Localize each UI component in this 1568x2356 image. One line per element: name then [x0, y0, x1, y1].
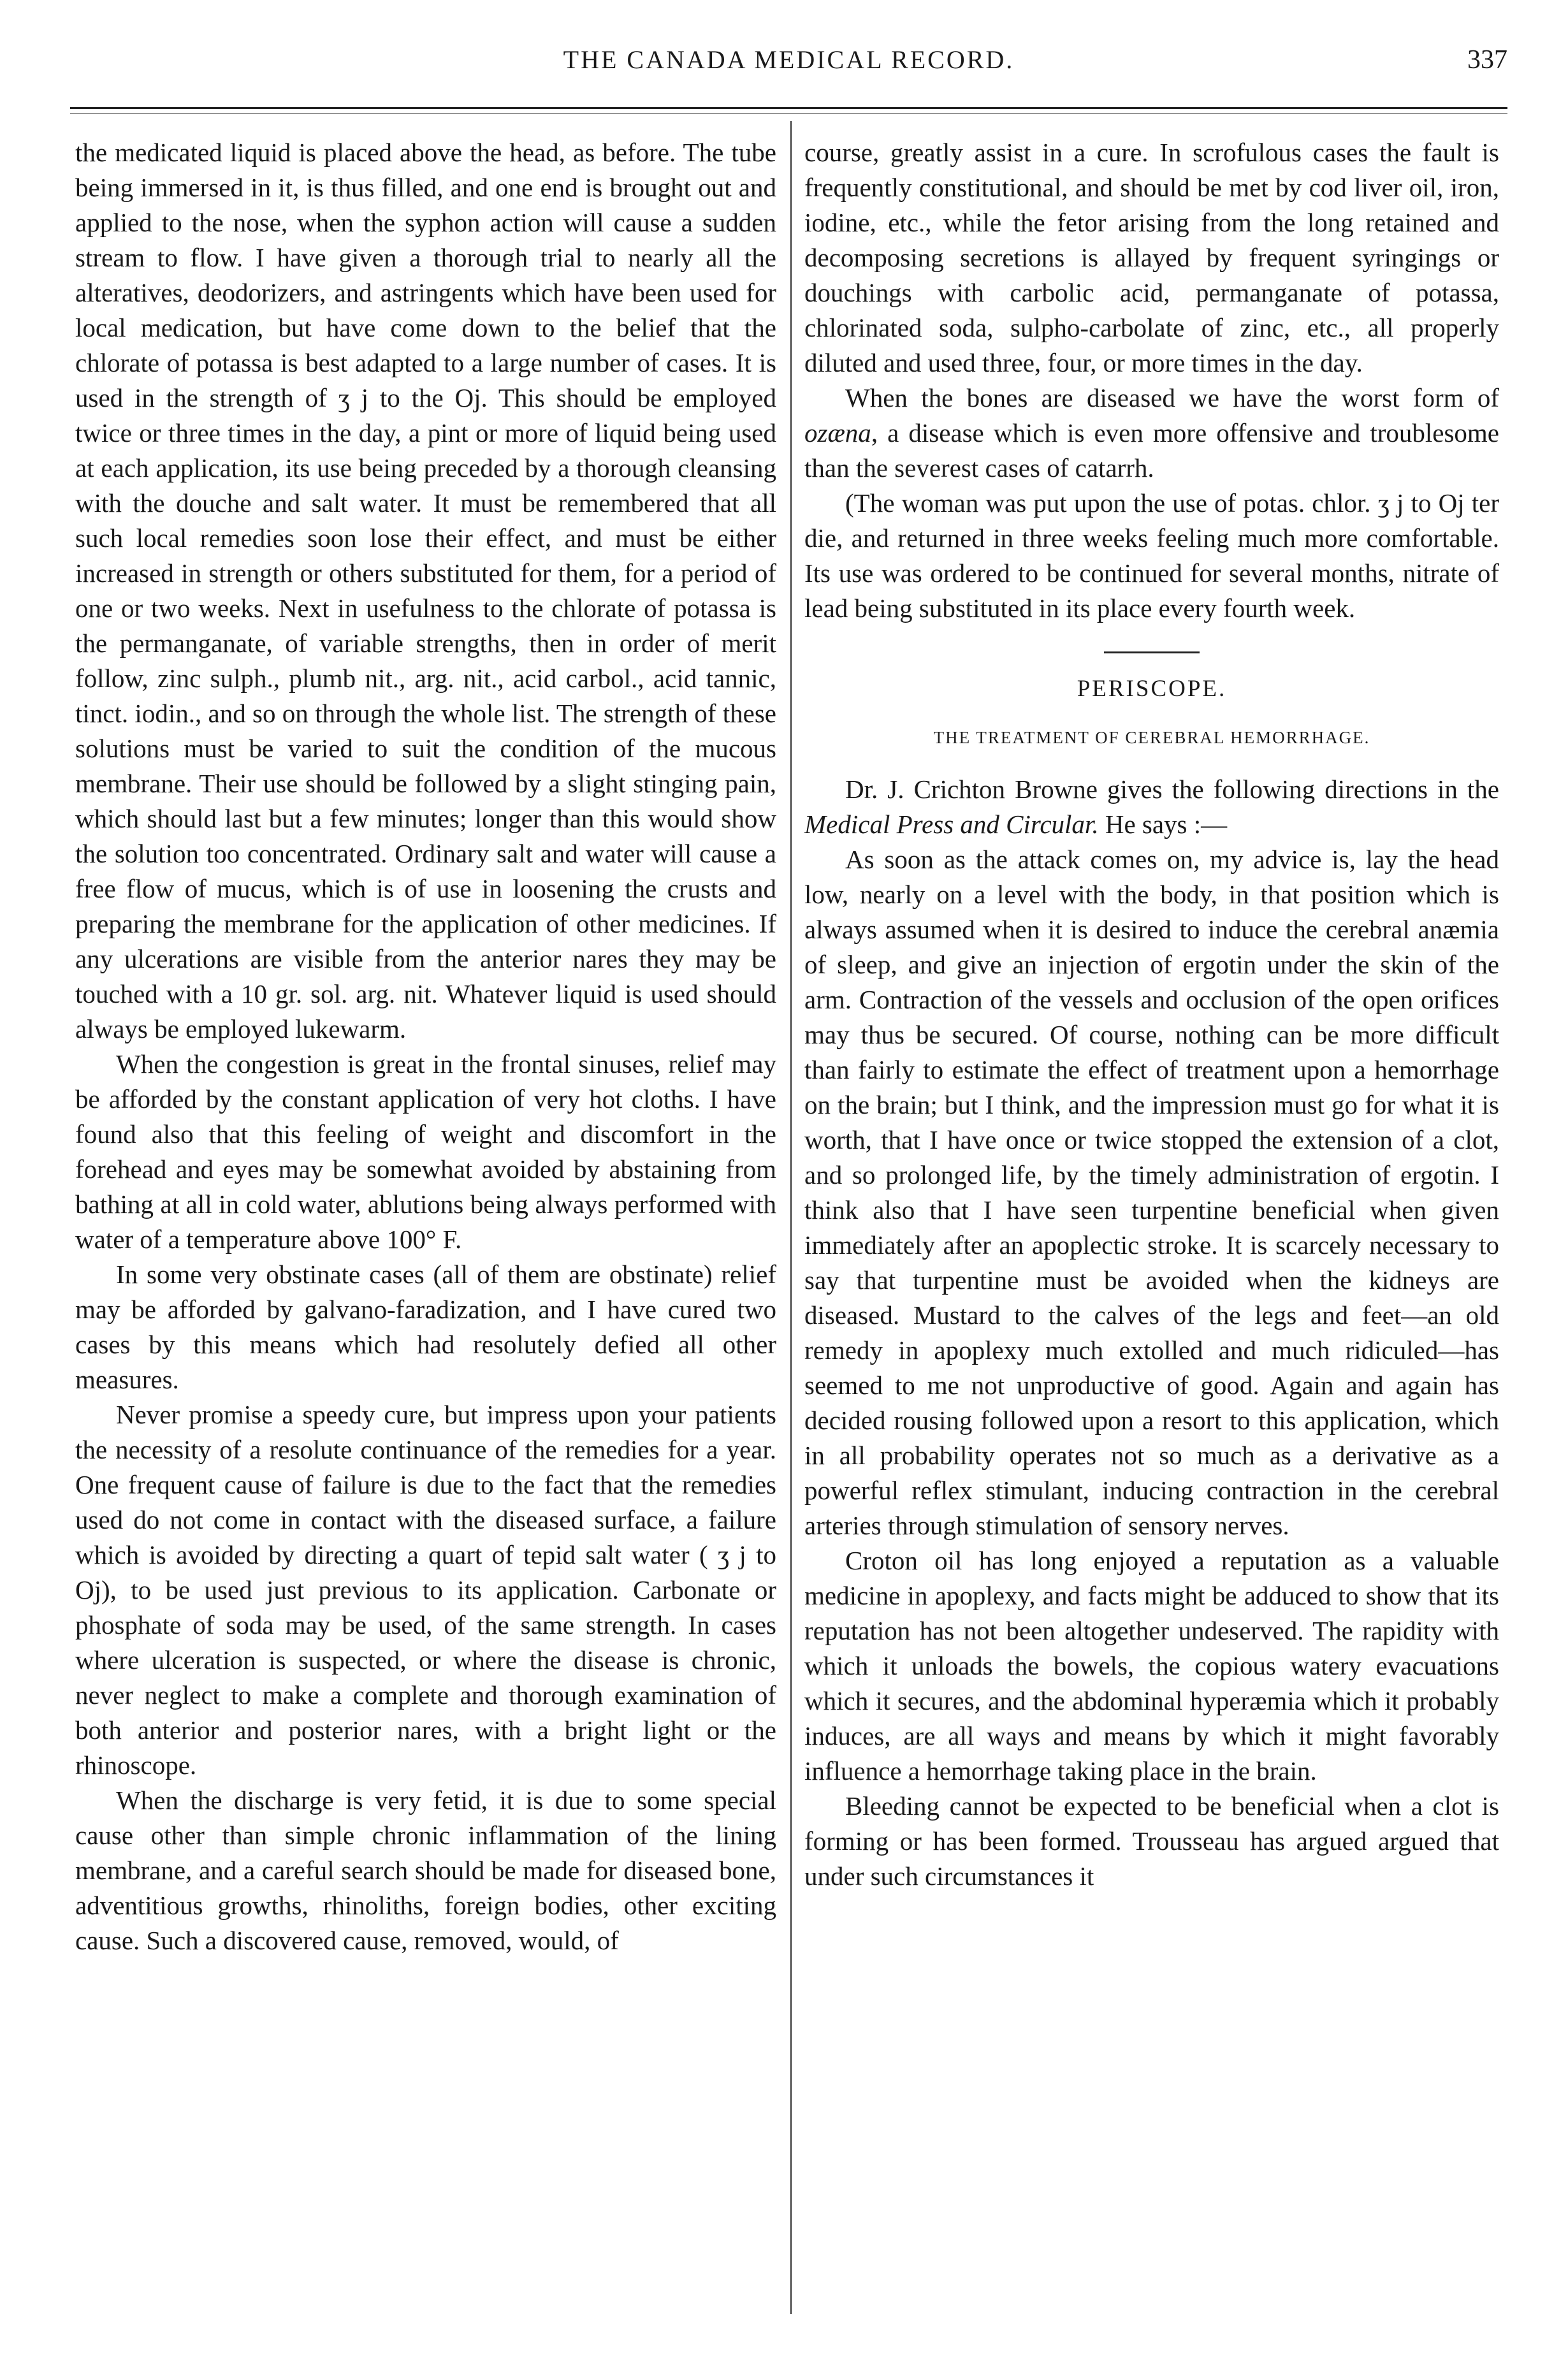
section-heading: PERISCOPE.	[1077, 676, 1227, 702]
italic-term: ozæna	[804, 418, 871, 447]
paragraph: Bleeding cannot be expected to be beneficial when a clot is forming or has been formed. Trousseau has argued argued that under such circumstances it	[804, 1791, 1499, 1891]
text-run: When the bones are diseased we have the worst form of	[845, 383, 1499, 412]
paragraph: When the discharge is very fetid, it is due to some special cause other than simple chronic inflammation of the lining membrane, and a careful search should be made for diseased bone, adventitious growths, rhinoliths, foreign bodies, other exciting cause. Such a discovered cause, removed, would, of	[75, 1785, 776, 1955]
paragraph: When the congestion is great in the frontal sinuses, relief may be afforded by the constant application of very hot cloths. I have found also that this feeling of weight and discomfort in the forehead and eyes may be somewhat avoided by abstaining from bathing at all in cold water, ablutions being always performed with water of a temperature above 100° F.	[75, 1049, 776, 1254]
paragraph: As soon as the attack comes on, my advice is, lay the head low, nearly on a level with the body, in that position which is always assumed when it is desired to induce the cerebral anæmia of sleep, and give an injection of ergotin under the skin of the arm. Contraction of the vessels and occlusion of the open orifices may thus be secured. Of course, nothing can be more difficult than fairly to estimate the effect of treatment upon a hemorrhage on the brain; but I think, and the impression must go for what it is worth, that I have once or twice stopped the extension of a clot, and so prolonged life, by the timely administration of ergotin. I think also that I have seen turpentine beneficial when given immediately after an apoplectic stroke. It is scarcely necessary to say that turpentine must be avoided when the kidneys are diseased. Mustard to the calves of the legs and feet—an old remedy in apoplexy much extolled and much ridiculed—has seemed to me not unproductive of good. Again and again has decided rousing followed upon a resort to this application, which in all probability operates not so much as a derivative as a powerful reflex stimulant, inducing contraction in the cerebral arteries through stimulation of sensory nerves.	[804, 845, 1499, 1540]
paragraph: course, greatly assist in a cure. In scrofulous cases the fault is frequently constitutional, and should be met by cod liver oil, iron, iodine, etc., while the fetor arising from the long retained and decomposing secretions is allayed by frequent syringings or douchings with carbolic acid, permanganate of potassa, chlorinated soda, sulpho-carbolate of zinc, etc., all properly diluted and used three, four, or more times in the day.	[804, 138, 1499, 377]
right-column	[804, 135, 1499, 1894]
running-head	[70, 45, 1507, 83]
article-title: THE TREATMENT OF CEREBRAL HEMORRHAGE.	[933, 728, 1370, 747]
paragraph: Croton oil has long enjoyed a reputation as a valuable medicine in apoplexy, and facts might be adduced to show that its reputation has not been altogether undeserved. The rapidity with which it unloads the bowels, the copious watery evacuations which it secures, and the abdominal hyperæmia which it probably induces, are all ways and means by which it might favorably influence a hemorrhage taking place in the brain.	[804, 1546, 1499, 1785]
page-number: 337	[1467, 45, 1507, 75]
journal-title: THE CANADA MEDICAL RECORD.	[563, 45, 1015, 74]
paragraph: In some very obstinate cases (all of them are obstinate) relief may be afforded by galvano-faradization, and I have cured two cases by this means which had resolutely defied all other measures.	[75, 1260, 776, 1394]
column-divider	[790, 121, 792, 2314]
ozaena-paragraph	[804, 381, 1499, 486]
left-column	[75, 135, 776, 1958]
header-rule-thin	[70, 113, 1507, 114]
text-run: Dr. J. Crichton Browne gives the following directions in the	[845, 774, 1499, 804]
section-rule	[1104, 651, 1200, 653]
paragraph: Never promise a speedy cure, but impress upon your patients the necessity of a resolute continuance of the remedies for a year. One frequent cause of failure is due to the fact that the remedies used do not come in contact with the diseased surface, a failure which is avoided by directing a quart of tepid salt water ( ʒ j to Oj), to be used just previous to its application. Carbonate or phosphate of soda may be used, of the same strength. In cases where ulceration is suspected, or where the disease is chronic, never neglect to make a complete and thorough examination of both anterior and posterior nares, with a bright light or the rhinoscope.	[75, 1400, 776, 1780]
text-run: , a disease which is even more offensive and troublesome than the severest cases of catarrh.	[804, 418, 1499, 483]
paragraph: the medicated liquid is placed above the head, as before. The tube being immersed in it, is thus filled, and one end is brought out and applied to the nose, when the syphon action will cause a sudden stream to flow. I have given a thorough trial to nearly all the alteratives, deodorizers, and astringents which have been used for local medication, but have come down to the belief that the chlorate of potassa is best adapted to a large number of cases. It is used in the strength of ʒ j to the Oj. This should be employed twice or three times in the day, a pint or more of liquid being used at each application, its use being preceded by a thorough cleansing with the douche and salt water. It must be remembered that all such local remedies soon lose their effect, and must be either increased in strength or others substituted for them, for a period of one or two weeks. Next in usefulness to the chlorate of potassa is the permanganate, of variable strengths, then in order of merit follow, zinc sulph., plumb nit., arg. nit., acid carbol., acid tannic, tinct. iodin., and so on through the whole list. The strength of these solutions must be varied to suit the condition of the mucous membrane. Their use should be followed by a slight stinging pain, which should last but a few minutes; longer than this would show the solution too concentrated. Ordinary salt and water will cause a free flow of mucus, which is of use in loosening the crusts and preparing the membrane for the application of other medicines. If any ulcerations are visible from the anterior nares they may be touched with a 10 gr. sol. arg. nit. Whatever liquid is used should always be employed lukewarm.	[75, 138, 776, 1043]
text-run: He says :—	[1098, 810, 1228, 839]
intro-paragraph	[804, 772, 1499, 842]
journal-name: Medical Press and Circular.	[804, 810, 1099, 839]
header-rule	[70, 107, 1507, 109]
case-note: (The woman was put upon the use of potas. chlor. ʒ j to Oj ter die, and returned in three weeks feeling much more comfortable. Its use was ordered to be continued for several months, nitrate of lead being substituted in its place every fourth week.	[804, 488, 1499, 623]
